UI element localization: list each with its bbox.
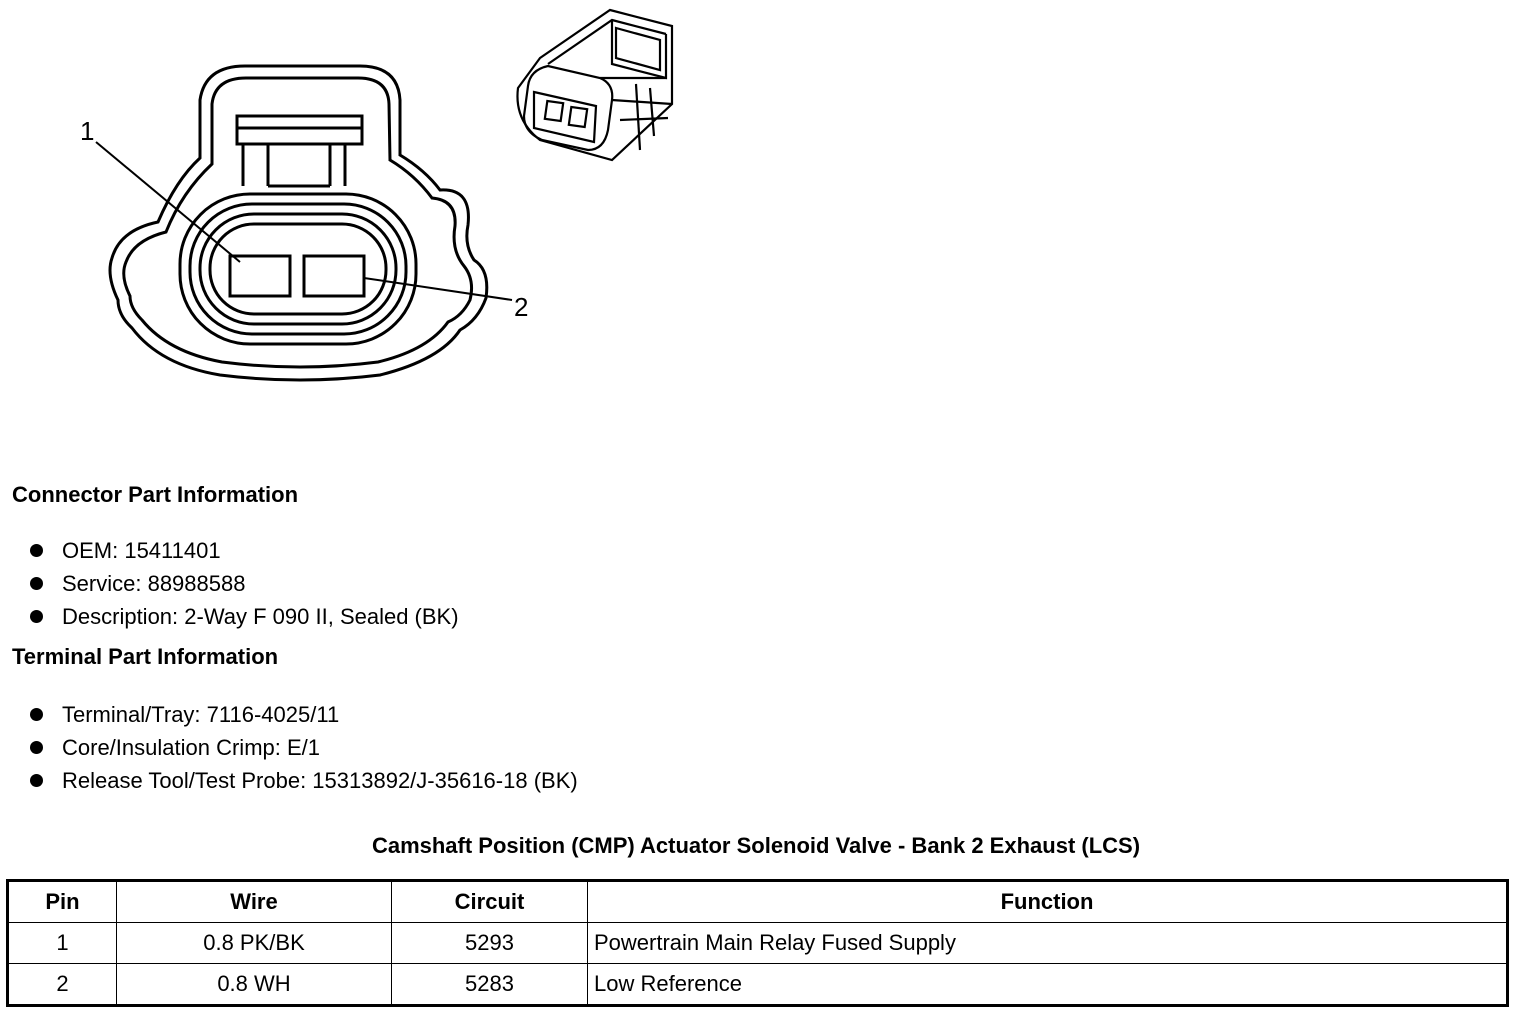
callout-1-label: 1 [80,116,95,146]
cell-wire: 0.8 WH [117,964,392,1006]
bullet-icon [30,774,43,787]
header-function: Function [588,881,1508,923]
table-row [8,923,1508,964]
cell-circuit: 5293 [392,923,588,964]
list-item: Release Tool/Test Probe: 15313892/J-35616-18 (BK) [30,764,578,797]
header-circuit: Circuit [392,881,588,923]
terminal-info-heading: Terminal Part Information [12,644,279,669]
table-row [8,964,1508,1006]
connector-info-heading: Connector Part Information [12,482,299,507]
cell-pin: 2 [8,964,117,1006]
list-item: Terminal/Tray: 7116-4025/11 [30,698,578,731]
connector-iso-view [517,10,672,160]
pin-table [6,879,1509,1007]
cell-pin: 1 [8,923,117,964]
callout-2-leader [364,278,512,300]
header-pin: Pin [8,881,117,923]
list-item: Service: 88988588 [30,567,459,600]
connector-diagram [0,0,700,400]
bullet-icon [30,610,43,623]
terminal-2-cavity [304,256,364,296]
list-item: Core/Insulation Crimp: E/1 [30,731,578,764]
connector-info-list [30,534,459,633]
table-header-row [8,881,1508,923]
bullet-icon [30,741,43,754]
cell-wire: 0.8 PK/BK [117,923,392,964]
cell-circuit: 5283 [392,964,588,1006]
bullet-icon [30,577,43,590]
header-wire: Wire [117,881,392,923]
list-item: Description: 2-Way F 090 II, Sealed (BK) [30,600,459,633]
bullet-icon [30,544,43,557]
terminal-info-list [30,698,578,797]
bullet-icon [30,708,43,721]
cell-function: Powertrain Main Relay Fused Supply [588,923,1508,964]
cell-function: Low Reference [588,964,1508,1006]
table-title: Camshaft Position (CMP) Actuator Solenoid Valve - Bank 2 Exhaust (LCS) [371,833,1141,858]
list-item: OEM: 15411401 [30,534,459,567]
callout-2-label: 2 [514,292,529,322]
